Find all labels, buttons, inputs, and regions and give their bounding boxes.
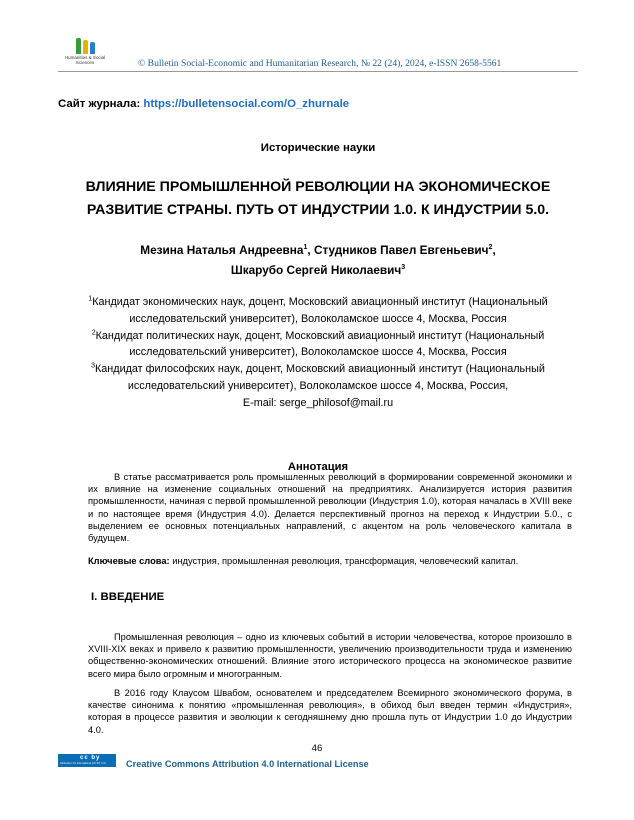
annotation-body: В статье рассматривается роль промышленных революций в формировании современной экономики и их влияние на изменение социальных отношений на предприятиях. Анализируется история развития промышленности, начиная с первой промышленной революции (Индустрия 1.0), которая началась в XVIII веке и по настоящее время (Индустрия 4.0). Делается перспективный прогноз на переход к Индустрии 5.0., с выделением ее основных потенциальных направлений, с акцентом на роль человеческого капитала в будущем. <box>88 472 572 544</box>
license-text[interactable]: Creative Commons Attribution 4.0 International License <box>126 759 369 769</box>
annotation-text <box>88 471 572 544</box>
affil-2-ref: 2 <box>91 329 96 336</box>
author-1-ref: 1 <box>303 244 308 252</box>
author-2: Студников Павел Евгеньевич <box>313 243 489 257</box>
cc-license-badge[interactable] <box>58 754 116 767</box>
author-email[interactable]: E-mail: serge_philosof@mail.ru <box>242 396 394 409</box>
affil-3-line-1: Кандидат философских наук, доцент, Московский авиационный институт (Национальный <box>95 363 545 376</box>
keywords <box>88 556 518 566</box>
intro-p2-text: В 2016 году Клаусом Швабом, основателем и председателем Всемирного экономического форума, в качестве синонима к понятию «промышленная революция», в обиход был введен термин «Индустрия», которая в процессе развития и эволюции к сегодняшнему дню прошла путь от Индустрии 1.0 до Индустрии 4.0. <box>88 688 572 735</box>
intro-p1-text: Промышленная революция – одно из ключевых событий в истории человечества, которое произошло в XVIII-XIX веках и привело к развитию промышленности, увеличению производительности труда и изменению общественно-экономических отношений. Влияние этого исторического процесса на экономическое развитие всего мира было огромным и многогранным. <box>88 632 572 679</box>
author-2-ref: 2 <box>488 244 493 252</box>
title-line-1: ВЛИЯНИЕ ПРОМЫШЛЕННОЙ РЕВОЛЮЦИИ НА ЭКОНОМИЧЕСКОЕ <box>85 179 551 195</box>
affil-1-line-1: Кандидат экономических наук, доцент, Московский авиационный институт (Национальный <box>92 296 548 308</box>
affil-3-line-2: исследовательский университет), Волоколамское шоссе 4, Москва, Россия, <box>127 379 509 392</box>
journal-header: © Bulletin Social-Economic and Humanitarian Research, № 22 (24), 2024, e-ISSN 2658-5561 <box>138 58 502 69</box>
intro-heading: I. ВВЕДЕНИЕ <box>91 591 165 603</box>
author-3-ref: 3 <box>401 264 406 272</box>
author-1: Мезина Наталья Андреевна <box>140 243 304 257</box>
authors: Мезина Наталья Андреевна$^1$, Студников Павел Евгеньевич$^2$, Шкарубо Сергей Николаевич$^3$ <box>140 243 496 277</box>
affil-1-ref: 1 <box>88 295 93 303</box>
affil-1-line-2: исследовательский университет), Волоколамское шоссе 4, Москва, Россия <box>129 312 507 325</box>
journal-logo <box>58 38 112 65</box>
intro-paragraph-1 <box>88 631 572 680</box>
section-heading: Исторические науки <box>260 142 376 154</box>
page-number: 46 <box>311 743 323 754</box>
cc-badge-small: Attribution 4.0 International (CC BY 4.0) <box>60 762 106 765</box>
title-line-2: РАЗВИТИЕ СТРАНЫ. ПУТЬ ОТ ИНДУСТРИИ 1.0. К ИНДУСТРИИ 5.0. <box>86 202 550 218</box>
keywords-label: Ключевые слова: <box>88 556 170 566</box>
author-sep-1: , <box>307 243 314 257</box>
logo-text: Humanities & Social Sciences <box>64 55 106 65</box>
keywords-list: индустрия, промышленная революция, трансформация, человеческий капитал. <box>169 556 519 566</box>
article-title <box>58 176 578 222</box>
affil-2-line-2: исследовательский университет), Волоколамское шоссе 4, Москва, Россия <box>129 346 507 359</box>
cc-badge-text: cc by <box>80 755 101 761</box>
site-label: Сайт журнала: <box>58 98 141 110</box>
author-3: Шкарубо Сергей Николаевич <box>230 263 402 277</box>
intro-paragraph-2 <box>88 687 572 736</box>
affiliations <box>58 294 578 412</box>
site-link[interactable]: https://bulletensocial.com/O_zhurnale <box>143 98 350 110</box>
logo-mark-icon <box>58 38 112 54</box>
affil-2-line-1: Кандидат политических наук, доцент, Московский авиационный институт (Национальный <box>95 329 545 342</box>
annotation-heading: Аннотация <box>287 461 349 473</box>
header-divider <box>58 71 578 72</box>
journal-site <box>58 98 349 110</box>
affil-3-ref: 3 <box>91 362 96 370</box>
